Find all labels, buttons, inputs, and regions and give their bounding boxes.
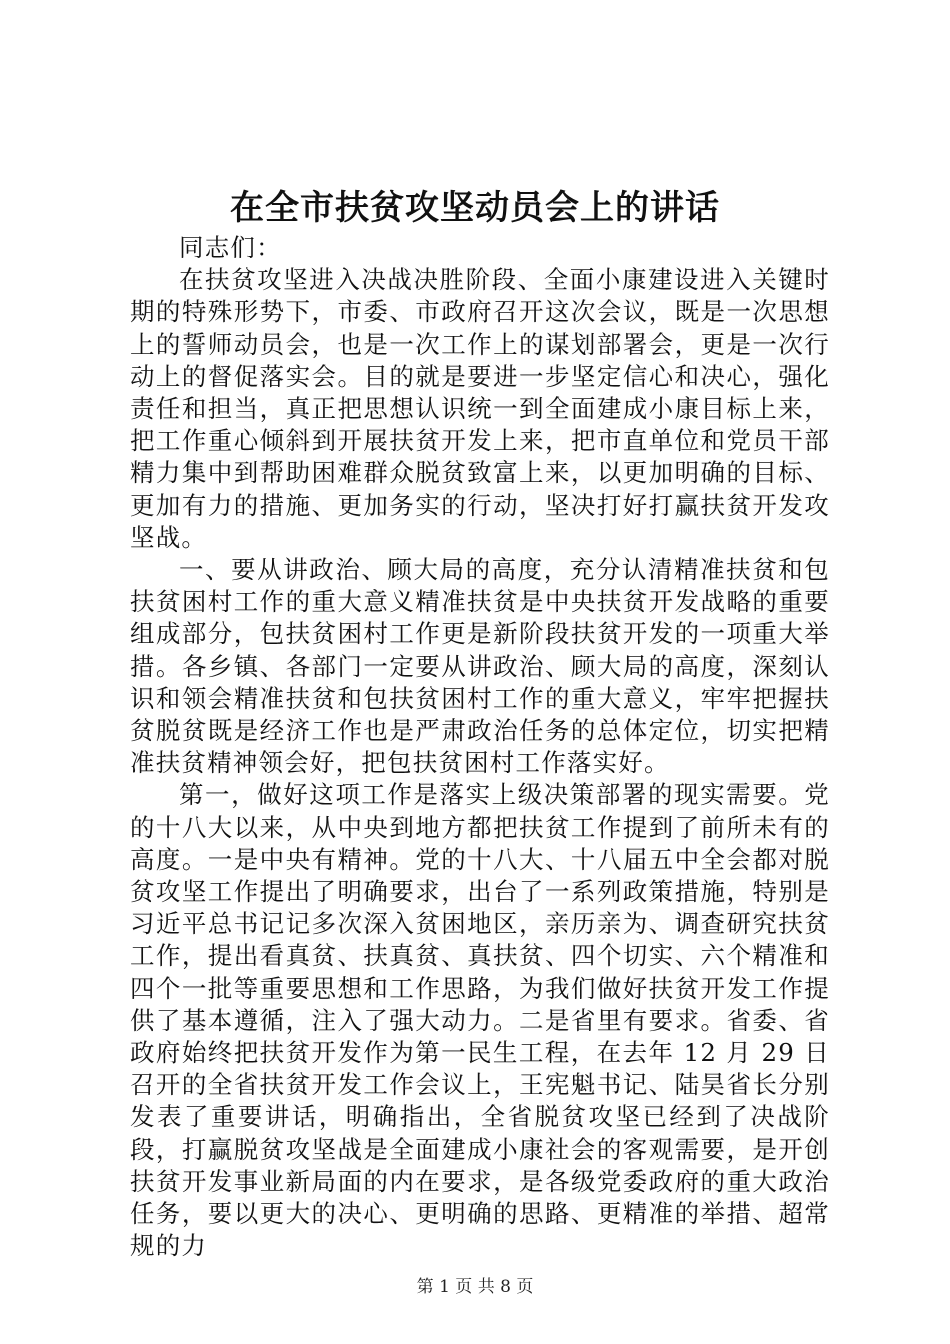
paragraph-section-one: 一、要从讲政治、顾大局的高度，充分认清精准扶贫和包扶贫困村工作的重大意义精准扶贫是中央扶贫开发战略的重要组成部分，包扶贫困村工作更是新阶段扶贫开发的一项重大举措。各乡镇、各部门一定要从讲政治、顾大局的高度，深刻认识和领会精准扶贫和包扶贫困村工作的重大意义，牢牢把握扶贫脱贫既是经济工作也是严肃政治任务的总体定位，切实把精准扶贫精神领会好，把包扶贫困村工作落实好。 (130, 555, 830, 778)
paragraph-first-point: 第一，做好这项工作是落实上级决策部署的现实需要。党的十八大以来，从中央到地方都把扶贫工作提到了前所未有的高度。一是中央有精神。党的十八大、十八届五中全会都对脱贫攻坚工作提出了明确要求，出台了一系列政策措施，特别是习近平总书记记多次深入贫困地区，亲历亲为、调查研究扶贫工作，提出看真贫、扶真贫、真扶贫、四个切实、六个精准和四个一批等重要思想和工作思路，为我们做好扶贫开发工作提供了基本遵循，注入了强大动力。二是省里有要求。省委、省政府始终把扶贫开发作为第一民生工程，在去年 12 月 29 日召开的全省扶贫开发工作会议上，王宪魁书记、陆昊省长分别发表了重要讲话，明确指出，全省脱贫攻坚已经到了决战阶段，打赢脱贫攻坚战是全面建成小康社会的客观需要，是开创扶贫开发事业新局面的内在要求，是各级党委政府的重大政治任务，要以更大的决心、更明确的思路、更精准的举措、超常规的力 (130, 780, 830, 1261)
page-footer: 第 1 页 共 8 页 (416, 1277, 534, 1297)
paragraph-intro: 在扶贫攻坚进入决战决胜阶段、全面小康建设进入关键时期的特殊形势下，市委、市政府召开这次会议，既是一次思想上的誓师动员会，也是一次工作上的谋划部署会，更是一次行动上的督促落实会。目的就是要进一步坚定信心和决心，强化责任和担当，真正把思想认识统一到全面建成小康目标上来，把工作重心倾斜到开展扶贫开发上来，把市直单位和党员干部精力集中到帮助困难群众脱贫致富上来，以更加明确的目标、更加有力的措施、更加务实的行动，坚决打好打赢扶贫开发攻坚战。 (130, 265, 830, 552)
document-body (130, 232, 830, 1263)
page-title: 在全市扶贫攻坚动员会上的讲话 (230, 188, 720, 228)
salutation: 同志们： (179, 233, 282, 262)
